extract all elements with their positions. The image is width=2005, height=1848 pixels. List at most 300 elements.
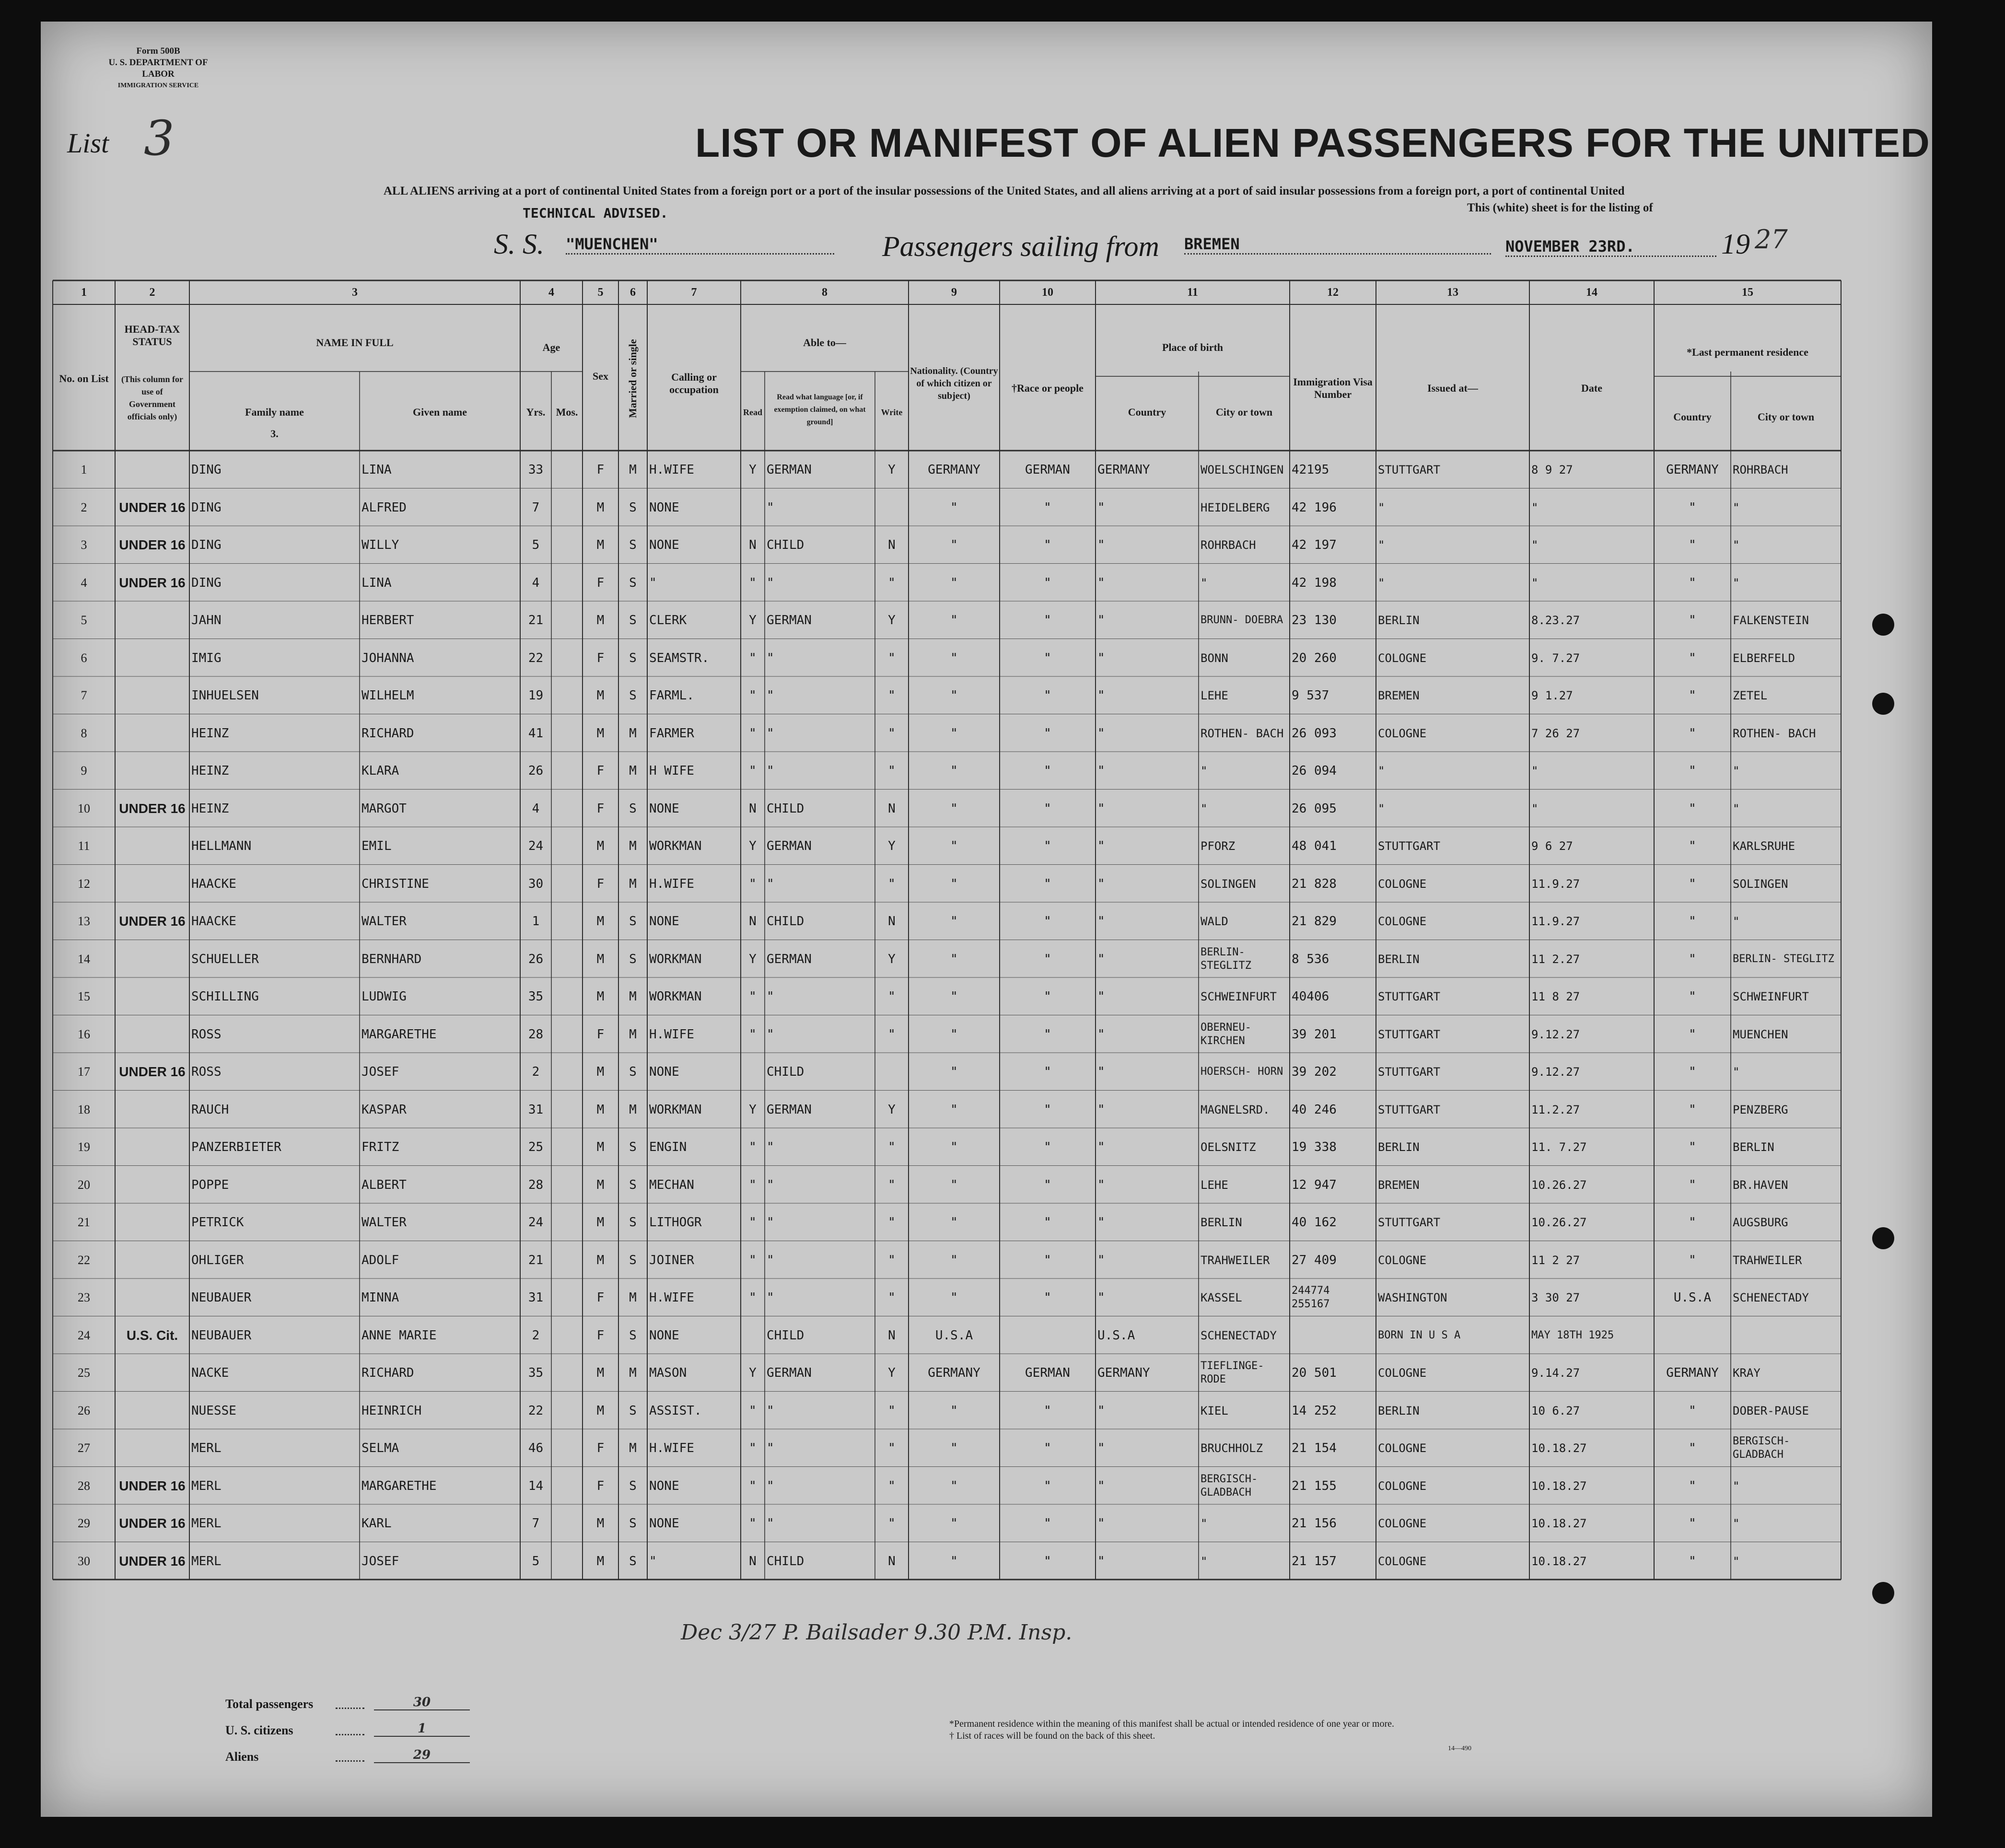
punch-hole (1872, 614, 1894, 636)
cell-lang: " (767, 1516, 774, 1531)
cell-nat: " (950, 1290, 958, 1305)
cell-rcountry: " (1689, 651, 1696, 665)
cell-date: 11. 7.27 (1531, 1140, 1587, 1154)
cell-bcountry: " (1097, 764, 1105, 779)
column-number: 4 (548, 286, 554, 299)
header-sex: Sex (593, 370, 608, 382)
cell-visa: 40 162 (1292, 1215, 1337, 1230)
cell-race: " (1044, 688, 1051, 703)
cell-date: 10.26.27 (1531, 1178, 1587, 1192)
cell-no: 11 (78, 839, 90, 853)
cell-bcountry: " (1097, 1177, 1105, 1192)
cell-no: 1 (81, 463, 87, 477)
cell-family: DING (191, 538, 221, 553)
cell-rcity: KRAY (1733, 1366, 1760, 1380)
cell-lang: " (767, 1215, 774, 1230)
cell-bcity: LEHE (1201, 1178, 1228, 1192)
cell-yrs: 2 (532, 1328, 540, 1343)
header-mos: Mos. (556, 406, 578, 418)
cell-bcity: BERGISCH- GLADBACH (1201, 1473, 1258, 1499)
cell-write: N (888, 1328, 896, 1343)
cell-rcity: BERLIN (1733, 1140, 1774, 1154)
cell-issued: STUTTGART (1378, 839, 1441, 853)
cell-family: MERL (191, 1554, 221, 1569)
cell-nat: " (950, 1478, 958, 1493)
cell-bcity: MAGNELSRD. (1201, 1103, 1270, 1116)
cell-issued: BORN IN U S A (1378, 1329, 1461, 1341)
cell-ms: M (629, 1102, 637, 1117)
cell-race: " (1044, 839, 1051, 854)
cell-bcountry: GERMANY (1097, 1366, 1150, 1381)
cell-given: ALFRED (361, 500, 407, 515)
cell-given: BERNHARD (361, 952, 422, 966)
cell-ms: S (629, 1516, 637, 1531)
cell-date: " (1531, 576, 1539, 590)
cell-ms: M (629, 1290, 637, 1305)
cell-nat: GERMANY (928, 463, 980, 477)
cell-nat: " (950, 1516, 958, 1531)
cell-given: FRITZ (361, 1140, 399, 1155)
cell-tax (117, 679, 187, 712)
cell-given: ALBERT (361, 1177, 407, 1192)
cell-ms: M (629, 876, 637, 891)
cell-rcity: MUENCHEN (1733, 1027, 1788, 1041)
header-residence-city: City or town (1757, 411, 1815, 423)
cell-sex: F (596, 1441, 605, 1456)
header-issued-at: Issued at— (1427, 382, 1478, 394)
page-title: LIST OR MANIFEST OF ALIEN PASSENGERS FOR THE UNITED (695, 120, 1930, 165)
cell-family: SCHILLING (191, 989, 259, 1004)
cell-yrs: 33 (528, 463, 544, 477)
cell-nat: " (950, 989, 958, 1004)
cell-sex: F (596, 1328, 605, 1343)
cell-lang: GERMAN (767, 952, 812, 966)
cell-yrs: 41 (528, 726, 544, 741)
cell-family: DING (191, 575, 221, 590)
cell-no: 5 (81, 613, 87, 628)
cell-family: HEINZ (191, 801, 229, 816)
column-number: 9 (951, 286, 957, 299)
department-name: U. S. DEPARTMENT OF LABOR (108, 58, 208, 79)
cell-date: " (1531, 764, 1539, 778)
cell-issued: " (1378, 802, 1385, 815)
cell-nat: GERMANY (928, 1366, 980, 1381)
cell-tax: UNDER 16 (119, 575, 186, 590)
cell-ms: S (629, 575, 637, 590)
cell-no: 6 (81, 651, 87, 665)
cell-visa: 21 155 (1292, 1478, 1337, 1493)
cell-ms: M (629, 1027, 637, 1042)
cell-bcountry: GERMANY (1097, 463, 1150, 477)
header-write: Write (881, 407, 903, 417)
cell-ms: S (629, 538, 637, 553)
cell-bcity: HEIDELBERG (1201, 500, 1270, 514)
cell-occ: NONE (649, 1516, 679, 1531)
cell-tax: UNDER 16 (119, 537, 186, 553)
cell-no: 8 (81, 726, 87, 740)
sailing-label: Passengers sailing from (882, 231, 1159, 262)
column-number: 6 (630, 286, 636, 299)
cell-bcountry: " (1097, 688, 1105, 703)
cell-read: " (749, 688, 757, 703)
cell-rcity: SCHENECTADY (1733, 1291, 1809, 1305)
cell-visa: 20 501 (1292, 1366, 1337, 1381)
cell-family: HELLMANN (191, 839, 252, 854)
cell-sex: F (596, 651, 605, 665)
cell-bcity: OBERNEU- KIRCHEN (1201, 1021, 1251, 1047)
cell-no: 9 (81, 764, 87, 778)
cell-issued: BREMEN (1378, 1178, 1420, 1192)
cell-no: 19 (78, 1140, 90, 1154)
cell-rcountry: " (1689, 1215, 1696, 1230)
cell-bcountry: U.S.A (1097, 1328, 1135, 1343)
cell-occ: " (649, 575, 657, 590)
cell-lang: " (767, 1403, 774, 1418)
header-visa-number: Immigration Visa Number (1293, 376, 1373, 400)
punch-hole (1872, 1227, 1894, 1249)
cell-visa: 244774 255167 (1292, 1285, 1330, 1311)
cell-no: 3 (81, 538, 87, 552)
cell-rcountry: " (1689, 688, 1696, 703)
cell-race: " (1044, 952, 1051, 966)
cell-issued: STUTTGART (1378, 463, 1441, 477)
cell-visa: 40 246 (1292, 1102, 1337, 1117)
cell-lang: " (767, 876, 774, 891)
cell-yrs: 24 (528, 839, 544, 854)
cell-no: 27 (78, 1441, 90, 1455)
intro-text-2: This (white) sheet is for the listing of (1467, 201, 1653, 214)
cell-no: 26 (78, 1403, 90, 1418)
header-able-to: Able to— (803, 337, 846, 349)
cell-yrs: 21 (528, 1253, 544, 1267)
cell-read: Y (749, 952, 757, 966)
cell-rcity: FALKENSTEIN (1733, 614, 1809, 628)
cell-date: 10.18.27 (1531, 1517, 1587, 1531)
cell-visa: 42 196 (1292, 500, 1337, 515)
cell-sex: M (596, 500, 605, 515)
total-value: 1 (374, 1721, 470, 1737)
cell-nat: " (950, 1554, 958, 1569)
cell-bcountry: " (1097, 1140, 1105, 1155)
cell-nat: " (950, 1215, 958, 1230)
cell-yrs: 25 (528, 1140, 544, 1155)
cell-rcity: " (1733, 764, 1740, 778)
cell-yrs: 5 (532, 1554, 540, 1569)
cell-tax: UNDER 16 (119, 914, 186, 929)
cell-bcity: WOELSCHINGEN (1201, 463, 1284, 477)
cell-sex: M (596, 1554, 605, 1569)
cell-issued: STUTTGART (1378, 1216, 1441, 1230)
cell-rcountry: " (1689, 1478, 1696, 1493)
cell-race: " (1044, 1253, 1051, 1267)
cell-write (877, 491, 907, 524)
cell-issued: BERLIN (1378, 1140, 1420, 1154)
cell-race: " (1044, 1554, 1051, 1569)
cell-no: 24 (78, 1328, 90, 1342)
cell-race: " (1044, 1290, 1051, 1305)
cell-issued: COLOGNE (1378, 1253, 1427, 1267)
cell-rcity: ROHRBACH (1733, 463, 1788, 477)
header-yrs: Yrs. (526, 406, 546, 418)
cell-family: NEUBAUER (191, 1290, 252, 1305)
cell-race: " (1044, 538, 1051, 553)
cell-race: " (1044, 1478, 1051, 1493)
cell-nat: " (950, 952, 958, 966)
header-head-tax: HEAD-TAX STATUS (124, 323, 180, 348)
header-date: Date (1581, 382, 1602, 394)
cell-yrs: 35 (528, 1366, 544, 1381)
cell-sex: M (596, 726, 605, 741)
form-code: 14—490 (1448, 1745, 1471, 1752)
cell-ms: S (629, 1554, 637, 1569)
cell-occ: H.WIFE (649, 1027, 694, 1042)
cell-occ: ENGIN (649, 1140, 687, 1155)
total-label: Total passengers (225, 1697, 314, 1711)
cell-read (743, 1319, 763, 1352)
cell-ms: S (629, 952, 637, 966)
cell-sex: M (596, 839, 605, 854)
cell-write: " (888, 876, 896, 891)
cell-write: N (888, 914, 896, 929)
cell-family: NUESSE (191, 1403, 236, 1418)
cell-bcity: TIEFLINGE- RODE (1201, 1360, 1264, 1386)
cell-bcity: KASSEL (1201, 1291, 1242, 1305)
cell-given: LINA (361, 575, 392, 590)
cell-rcity: BERGISCH- GLADBACH (1733, 1435, 1790, 1461)
cell-write: " (888, 575, 896, 590)
sailing-date: NOVEMBER 23RD. (1505, 237, 1716, 257)
cell-race: " (1044, 1027, 1051, 1042)
cell-rcountry: " (1689, 1177, 1696, 1192)
cell-bcity: SCHENECTADY (1201, 1328, 1277, 1342)
cell-sex: F (596, 463, 605, 477)
cell-read: " (749, 764, 757, 779)
header-family-name-note: 3. (270, 428, 279, 440)
cell-visa: 12 947 (1292, 1177, 1337, 1192)
cell-nat: " (950, 726, 958, 741)
cell-bcity: HOERSCH- HORN (1201, 1066, 1283, 1078)
cell-bcity: " (1201, 576, 1208, 590)
cell-bcountry: " (1097, 575, 1105, 590)
service-name: IMMIGRATION SERVICE (117, 82, 199, 89)
cell-date: 10.18.27 (1531, 1441, 1587, 1455)
cell-read: " (749, 1027, 757, 1042)
technical-note: TECHNICAL ADVISED. (523, 205, 668, 221)
column-number: 15 (1742, 286, 1753, 299)
total-value: 29 (374, 1748, 470, 1763)
cell-issued: COLOGNE (1378, 1441, 1427, 1455)
cell-given: LUDWIG (361, 989, 407, 1004)
cell-family: DING (191, 500, 221, 515)
cell-issued: COLOGNE (1378, 651, 1427, 665)
cell-nat: " (950, 500, 958, 515)
cell-ms: S (629, 1328, 637, 1343)
cell-race: " (1044, 575, 1051, 590)
cell-write: N (888, 538, 896, 553)
cell-tax (117, 642, 187, 675)
cell-ms: M (629, 839, 637, 854)
cell-visa: 42 197 (1292, 538, 1337, 553)
header-read: Read (743, 407, 762, 417)
cell-race: " (1044, 1516, 1051, 1531)
cell-yrs: 35 (528, 989, 544, 1004)
cell-yrs: 31 (528, 1290, 544, 1305)
cell-occ: NONE (649, 914, 679, 929)
cell-no: 4 (81, 575, 87, 590)
cell-ms: S (629, 1140, 637, 1155)
cell-rcity: AUGSBURG (1733, 1216, 1788, 1230)
header-head-tax-note: (This column for use of Government officials only) (121, 374, 183, 421)
cell-issued: STUTTGART (1378, 990, 1441, 1004)
cell-bcountry: " (1097, 726, 1105, 741)
cell-rcity: " (1733, 1479, 1740, 1493)
cell-rcountry: " (1689, 914, 1696, 929)
cell-nat: " (950, 1065, 958, 1080)
cell-issued: STUTTGART (1378, 1065, 1441, 1079)
cell-yrs: 2 (532, 1065, 540, 1080)
cell-family: HAACKE (191, 914, 236, 929)
cell-date: 8.23.27 (1531, 614, 1580, 628)
cell-family: ROSS (191, 1065, 221, 1080)
cell-write: " (888, 1478, 896, 1493)
cell-ms: M (629, 989, 637, 1004)
cell-nat: " (950, 914, 958, 929)
cell-given: RICHARD (361, 1366, 414, 1381)
cell-tax (117, 1357, 187, 1390)
cell-bcountry: " (1097, 1441, 1105, 1456)
column-number: 8 (822, 286, 828, 299)
cell-read: Y (749, 1366, 757, 1381)
cell-nat: U.S.A (935, 1328, 973, 1343)
cell-sex: M (596, 989, 605, 1004)
cell-given: MARGOT (361, 801, 407, 816)
cell-occ: JOINER (649, 1253, 694, 1267)
cell-rcity: " (1733, 802, 1740, 815)
cell-lang: CHILD (767, 538, 804, 553)
cell-write: " (888, 1253, 896, 1267)
header-age: Age (542, 341, 560, 353)
cell-ms: S (629, 688, 637, 703)
cell-rcountry: " (1689, 538, 1696, 553)
cell-nat: " (950, 764, 958, 779)
cell-visa: 9 537 (1292, 688, 1329, 703)
cell-issued: BREMEN (1378, 689, 1420, 703)
cell-write: Y (888, 1102, 896, 1117)
cell-rcountry: " (1689, 726, 1696, 741)
cell-write: " (888, 651, 896, 665)
punch-hole (1872, 1582, 1894, 1604)
cell-no: 21 (78, 1215, 90, 1230)
cell-nat: " (950, 801, 958, 816)
cell-write: Y (888, 1366, 896, 1381)
cell-given: ANNE MARIE (361, 1328, 437, 1343)
cell-family: PANZERBIETER (191, 1140, 281, 1155)
cell-given: CHRISTINE (361, 876, 429, 891)
cell-lang: " (767, 688, 774, 703)
cell-occ: FARMER (649, 726, 694, 741)
cell-date: 11.9.27 (1531, 915, 1580, 929)
cell-race: " (1044, 914, 1051, 929)
cell-family: JAHN (191, 613, 221, 628)
cell-write: Y (888, 613, 896, 628)
header-given-name: Given name (412, 406, 467, 418)
cell-ms: S (629, 613, 637, 628)
cell-sex: F (596, 1027, 605, 1042)
header-last-residence: *Last permanent residence (1687, 346, 1808, 358)
cell-date: MAY 18TH 1925 (1531, 1329, 1614, 1341)
cell-bcountry: " (1097, 1554, 1105, 1569)
cell-read: Y (749, 613, 757, 628)
cell-family: INHUELSEN (191, 688, 259, 703)
cell-visa: 8 536 (1292, 952, 1329, 966)
cell-rcity: " (1733, 500, 1740, 514)
ss-label: S. S. (494, 228, 544, 260)
cell-lang: GERMAN (767, 463, 812, 477)
cell-bcity: BRUCHHOLZ (1201, 1441, 1263, 1455)
total-label: Aliens (225, 1750, 259, 1764)
cell-read: " (749, 651, 757, 665)
cell-bcity: ROHRBACH (1201, 538, 1256, 552)
cell-ms: S (629, 1253, 637, 1267)
header-family-name: Family name (245, 406, 304, 418)
cell-write: " (888, 1140, 896, 1155)
cell-write: " (888, 764, 896, 779)
cell-sex: F (596, 575, 605, 590)
cell-bcountry: " (1097, 500, 1105, 515)
cell-family: SCHUELLER (191, 952, 259, 966)
cell-given: MARGARETHE (361, 1027, 437, 1042)
cell-bcountry: " (1097, 1065, 1105, 1080)
cell-rcity: " (1733, 576, 1740, 590)
cell-read: " (749, 1177, 757, 1192)
cell-issued: STUTTGART (1378, 1027, 1441, 1041)
cell-family: RAUCH (191, 1102, 229, 1117)
cell-race: " (1044, 801, 1051, 816)
cell-rcity: " (1733, 1065, 1740, 1079)
cell-rcity: BERLIN- STEGLITZ (1733, 953, 1834, 965)
cell-no: 17 (78, 1065, 90, 1079)
cell-issued: COLOGNE (1378, 915, 1427, 929)
cell-lang: " (767, 1478, 774, 1493)
cell-rcity: PENZBERG (1733, 1103, 1788, 1116)
cell-given: KARL (361, 1516, 392, 1531)
cell-given: WALTER (361, 1215, 407, 1230)
column-number: 10 (1042, 286, 1053, 299)
year-prefix: 19 (1721, 228, 1750, 260)
cell-date: 11.9.27 (1531, 877, 1580, 891)
cell-tax (117, 453, 187, 487)
cell-nat: " (950, 651, 958, 665)
cell-occ: WORKMAN (649, 839, 702, 854)
cell-ms: M (629, 1366, 637, 1381)
cell-lang: " (767, 726, 774, 741)
cell-occ: NONE (649, 1478, 679, 1493)
cell-yrs: 21 (528, 613, 544, 628)
cell-write: " (888, 726, 896, 741)
cell-occ: NONE (649, 1328, 679, 1343)
cell-yrs: 28 (528, 1177, 544, 1192)
cell-rcountry: " (1689, 1140, 1696, 1155)
cell-rcity: TRAHWEILER (1733, 1253, 1802, 1267)
cell-lang: " (767, 989, 774, 1004)
cell-sex: M (596, 1177, 605, 1192)
cell-tax (117, 1244, 187, 1277)
cell-nat: " (950, 1403, 958, 1418)
cell-issued: " (1378, 538, 1385, 552)
cell-lang: " (767, 1253, 774, 1267)
cell-read (743, 1056, 763, 1089)
cell-nat: " (950, 1102, 958, 1117)
